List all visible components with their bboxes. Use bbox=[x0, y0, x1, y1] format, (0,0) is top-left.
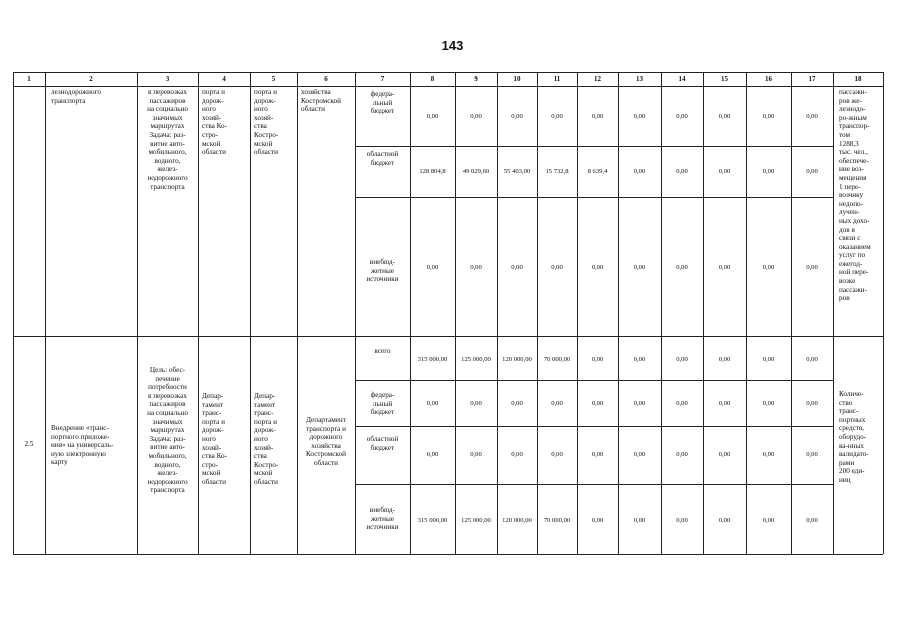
funding-value-cell: 0,00 bbox=[551, 400, 563, 407]
table-column-border bbox=[137, 72, 138, 554]
funding-value-cell: 0,00 bbox=[511, 113, 523, 120]
column-header: 7 bbox=[380, 75, 385, 83]
funding-value-cell: 0,00 bbox=[676, 451, 688, 458]
funding-value-cell: 0,00 bbox=[718, 264, 731, 271]
funding-value-cell: 120 000,00 bbox=[502, 356, 532, 363]
funding-value-cell: 0,00 bbox=[718, 356, 731, 363]
funding-value-cell: 0,00 bbox=[806, 451, 818, 458]
funding-value-cell: 0,00 bbox=[511, 400, 523, 407]
funding-value-cell: 0,00 bbox=[762, 451, 775, 458]
funding-value-cell: 120 000,00 bbox=[502, 517, 532, 524]
row-b-result: Количе- ство транс- портных средств, оборудо- ва-нных валидато- рами 200 еди- ниц bbox=[839, 390, 869, 484]
table-column-border bbox=[661, 72, 662, 554]
column-header: 11 bbox=[553, 75, 561, 83]
funding-value-cell: 0,00 bbox=[511, 451, 523, 458]
funding-value-cell: 0,00 bbox=[551, 264, 563, 271]
funding-value-cell: 315 000,00 bbox=[417, 517, 448, 524]
funding-value-cell: 70 000,00 bbox=[543, 517, 571, 524]
funding-value-cell: 0,00 bbox=[591, 451, 604, 458]
funding-value-cell: 49 029,60 bbox=[462, 168, 490, 175]
funding-value-cell: 0,00 bbox=[806, 264, 818, 271]
funding-value-cell: 0,00 bbox=[676, 113, 688, 120]
funding-value-cell: 0,00 bbox=[806, 517, 818, 524]
row-b-coexecutor: Департамент транспорта и дорожного хозяйства Костромской области bbox=[305, 416, 347, 467]
table-column-border bbox=[537, 72, 538, 554]
funding-value-cell: 125 000,00 bbox=[461, 356, 491, 363]
funding-value-cell: 0,00 bbox=[470, 264, 482, 271]
funding-value-cell: 0,00 bbox=[591, 517, 604, 524]
funding-value-cell: 70 000,00 bbox=[543, 356, 571, 363]
funding-value-cell: 0,00 bbox=[676, 168, 688, 175]
column-header: 5 bbox=[271, 75, 276, 83]
funding-value-cell: 0,00 bbox=[762, 356, 775, 363]
funding-value-cell: 0,00 bbox=[676, 356, 688, 363]
funding-value-cell: 0,00 bbox=[633, 517, 646, 524]
funding-source-label: федера- льный бюджет bbox=[370, 391, 395, 417]
column-header: 2 bbox=[89, 75, 93, 83]
column-header: 6 bbox=[324, 75, 328, 83]
row-b-number: 2.5 bbox=[24, 440, 34, 448]
table-column-border bbox=[746, 72, 747, 554]
funding-value-cell: 0,00 bbox=[551, 113, 563, 120]
table-border-top bbox=[13, 72, 883, 73]
funding-value-cell: 0,00 bbox=[511, 264, 523, 271]
table-column-border bbox=[455, 72, 456, 554]
funding-value-cell: 0,00 bbox=[633, 400, 646, 407]
funding-value-cell: 0,00 bbox=[806, 400, 818, 407]
funding-value-cell: 0,00 bbox=[806, 356, 818, 363]
funding-value-cell: 0,00 bbox=[591, 113, 604, 120]
table-header-bottom bbox=[13, 86, 883, 87]
funding-value-cell: 0,00 bbox=[470, 451, 482, 458]
page-number: 143 bbox=[441, 38, 464, 53]
funding-value-cell: 0,00 bbox=[676, 517, 688, 524]
funding-value-cell: 0,00 bbox=[426, 113, 439, 120]
table-column-border bbox=[883, 72, 884, 554]
table-subrow-divider bbox=[355, 426, 833, 427]
funding-value-cell: 15 732,8 bbox=[545, 168, 569, 175]
funding-value-cell: 0,00 bbox=[762, 113, 775, 120]
funding-value-cell: 0,00 bbox=[591, 264, 604, 271]
funding-value-cell: 0,00 bbox=[762, 517, 775, 524]
funding-source-label: областной бюджет bbox=[366, 435, 399, 452]
table-subrow-divider bbox=[355, 380, 833, 381]
funding-value-cell: 0,00 bbox=[633, 356, 646, 363]
table-column-border bbox=[833, 72, 834, 554]
column-header: 14 bbox=[678, 75, 686, 83]
column-header: 13 bbox=[636, 75, 643, 83]
table-column-border bbox=[577, 72, 578, 554]
table-subrow-divider bbox=[355, 484, 833, 485]
funding-value-cell: 0,00 bbox=[591, 356, 604, 363]
column-header: 16 bbox=[765, 75, 772, 83]
funding-value-cell: 0,00 bbox=[762, 168, 775, 175]
row-b-goal: Цель: обес- печение потребности в перевозках пассажиров на социально значимых маршрутах Задача: раз- витие авто- мобильного, водного, желез- нодорожного транспорта bbox=[147, 366, 188, 495]
table-subrow-divider bbox=[355, 146, 833, 147]
funding-value-cell: 0,00 bbox=[633, 451, 646, 458]
funding-value-cell: 0,00 bbox=[676, 264, 688, 271]
funding-value-cell: 0,00 bbox=[718, 451, 731, 458]
row-a-event-name: лезнодорожного транспорта bbox=[51, 88, 101, 105]
funding-value-cell: 0,00 bbox=[806, 113, 818, 120]
funding-value-cell: 0,00 bbox=[676, 400, 688, 407]
column-header: 18 bbox=[854, 75, 862, 83]
funding-source-label: федера- льный бюджет bbox=[370, 90, 395, 116]
table-column-border bbox=[703, 72, 704, 554]
column-header: 17 bbox=[808, 75, 816, 83]
funding-value-cell: 8 639,4 bbox=[587, 168, 608, 175]
row-b-executor: Депар- тамент транс- порта и дорож- ного хозяй- ства Ко- стро- мской области bbox=[202, 392, 228, 486]
row-a-participant: порта и дорож- ного хозяй- ства Костро- мской области bbox=[254, 88, 279, 157]
table-column-border bbox=[497, 72, 498, 554]
column-header: 12 bbox=[594, 75, 601, 83]
table-row-divider bbox=[13, 336, 883, 337]
table-subrow-divider bbox=[355, 197, 833, 198]
table-column-border bbox=[791, 72, 792, 554]
row-a-coexecutor: хозяйства Костромской области bbox=[301, 88, 341, 114]
table-column-border bbox=[198, 72, 199, 554]
table-column-border bbox=[618, 72, 619, 554]
funding-value-cell: 125 000,00 bbox=[461, 517, 491, 524]
column-header: 8 bbox=[430, 75, 435, 83]
column-header: 15 bbox=[721, 75, 728, 83]
funding-value-cell: 0,00 bbox=[426, 400, 439, 407]
row-a-executor: порта и дорож- ного хозяй- ства Ко- стро- мской области bbox=[202, 88, 228, 157]
row-b-event-name: Внедрение «транс- портного приложе- ния» на универсаль- ную электронную карту bbox=[51, 424, 114, 467]
column-header: 4 bbox=[222, 75, 226, 83]
column-header: 10 bbox=[513, 75, 521, 83]
funding-value-cell: 0,00 bbox=[718, 168, 731, 175]
table-column-border bbox=[410, 72, 411, 554]
row-a-result: пассажи- ров же- лезнодо- ро-жным транспор- том 1288,3 тыс. чел., обеспече- ние воз- мещения 1 пере- возчику недопо- лучен- ных дохо- дов в связи с оказанием услуг по ежегод- ной пере- возке пассажи- ров bbox=[839, 88, 871, 303]
funding-value-cell: 0,00 bbox=[426, 451, 439, 458]
funding-value-cell: 128 804,8 bbox=[419, 168, 446, 175]
funding-value-cell: 0,00 bbox=[633, 264, 646, 271]
funding-value-cell: 0,00 bbox=[718, 400, 731, 407]
row-a-goal: в перевозках пассажиров на социально значимых маршрутах Задача: раз- витие авто- мобильного, водного, желез- нодорожного транспорта bbox=[147, 88, 188, 191]
table-border-bottom bbox=[13, 554, 883, 555]
row-b-participant: Депар- тамент транс- порта и дорож- ного хозяй- ства Костро- мской области bbox=[254, 392, 279, 486]
funding-value-cell: 0,00 bbox=[806, 168, 818, 175]
funding-value-cell: 0,00 bbox=[591, 400, 604, 407]
funding-value-cell: 315 000,00 bbox=[417, 356, 448, 363]
funding-value-cell: 0,00 bbox=[762, 400, 775, 407]
funding-value-cell: 55 403,00 bbox=[503, 168, 531, 175]
funding-value-cell: 0,00 bbox=[426, 264, 439, 271]
funding-value-cell: 0,00 bbox=[633, 168, 646, 175]
funding-value-cell: 0,00 bbox=[718, 113, 731, 120]
funding-source-label: всего bbox=[374, 347, 391, 355]
funding-source-label: внебюд- жетные источники bbox=[366, 258, 399, 284]
funding-value-cell: 0,00 bbox=[470, 400, 482, 407]
funding-source-label: внебюд- жетные источники bbox=[366, 506, 399, 532]
table-column-border bbox=[297, 72, 298, 554]
funding-value-cell: 0,00 bbox=[762, 264, 775, 271]
column-header: 9 bbox=[474, 75, 478, 83]
table-column-border bbox=[45, 72, 46, 554]
column-header: 1 bbox=[27, 75, 31, 83]
funding-value-cell: 0,00 bbox=[470, 113, 482, 120]
table-column-border bbox=[355, 72, 356, 554]
funding-value-cell: 0,00 bbox=[718, 517, 731, 524]
table-column-border bbox=[13, 72, 14, 554]
funding-source-label: областной бюджет bbox=[366, 150, 399, 167]
table-column-border bbox=[250, 72, 251, 554]
funding-value-cell: 0,00 bbox=[551, 451, 563, 458]
funding-value-cell: 0,00 bbox=[633, 113, 646, 120]
column-header: 3 bbox=[165, 75, 170, 83]
